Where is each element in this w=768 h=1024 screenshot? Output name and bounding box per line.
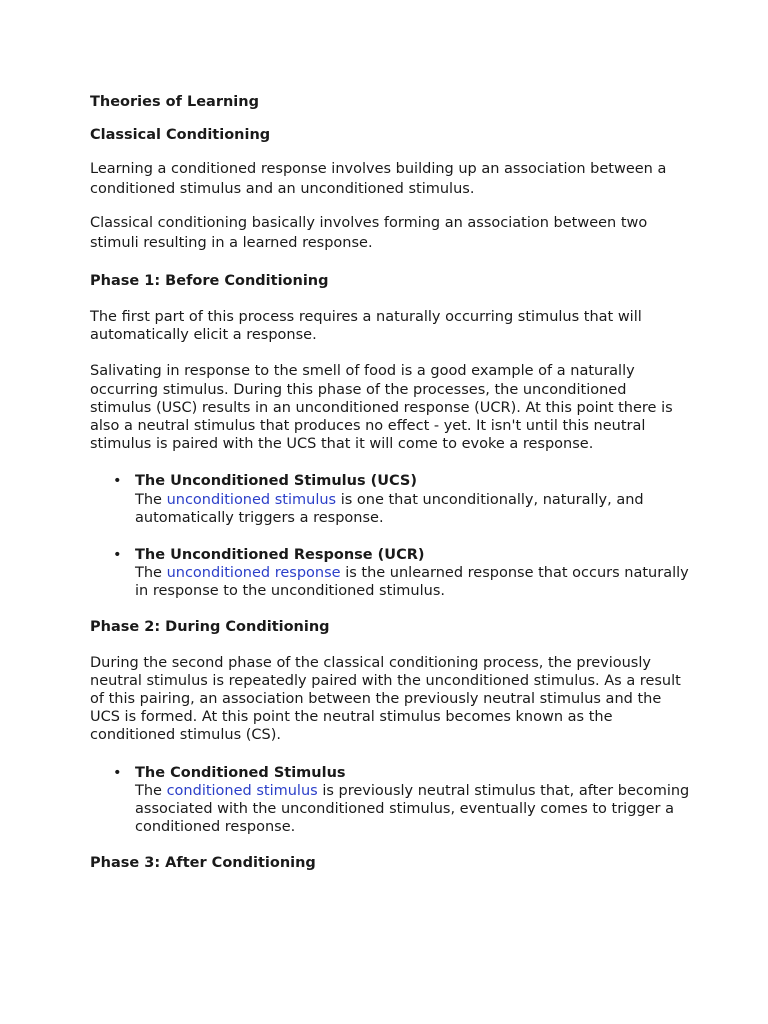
list-item-description: [135, 491, 690, 527]
phase2-list: [90, 764, 690, 837]
unconditioned-response-link[interactable]: unconditioned response: [166, 565, 341, 582]
intro-paragraph: Classical conditioning basically involves forming an association between two stimuli resulting in a learned response.: [90, 215, 648, 251]
document-body: [90, 92, 690, 873]
intro-paragraph: Learning a conditioned response involves building up an association between a conditioned stimulus and an unconditioned stimulus.: [90, 161, 667, 197]
desc-prefix: The: [135, 491, 167, 508]
phase2-paragraph: During the second phase of the classical conditioning process, the previously neutral stimulus is repeatedly paired with the unconditioned stimulus. As a result of this pairing, an association between the previously neutral stimulus and the UCS is formed. At this point the neutral stimulus becomes known as the conditioned stimulus (CS).: [90, 654, 681, 744]
bullet-icon: •: [113, 764, 122, 781]
unconditioned-stimulus-link[interactable]: unconditioned stimulus: [166, 491, 337, 508]
bullet-icon: •: [113, 473, 122, 490]
bullet-icon: •: [113, 547, 122, 564]
list-item-description: [135, 564, 690, 600]
list-item: [113, 472, 690, 527]
list-item: [113, 764, 690, 837]
list-item-term: The Unconditioned Response (UCR): [135, 547, 425, 564]
list-item-term: The Unconditioned Stimulus (UCS): [135, 473, 417, 490]
desc-suffix: is one that unconditionally, naturally, and automatically triggers a response.: [135, 491, 644, 526]
phase1-paragraph: The first part of this process requires a naturally occurring stimulus that will automatically elicit a response.: [90, 309, 642, 344]
desc-prefix: The: [135, 565, 167, 582]
section-heading: Classical Conditioning: [90, 127, 271, 143]
phase2-heading: Phase 2: During Conditioning: [90, 618, 330, 635]
list-item-term: The Conditioned Stimulus: [135, 764, 346, 781]
list-item: [113, 546, 690, 601]
conditioned-stimulus-link[interactable]: conditioned stimulus: [166, 782, 318, 799]
desc-prefix: The: [135, 782, 167, 799]
document-title: Theories of Learning: [90, 94, 259, 110]
list-item-description: [135, 782, 690, 837]
phase1-paragraph: Salivating in response to the smell of food is a good example of a naturally occurring stimulus. During this phase of the processes, the unconditioned stimulus (USC) results in an unconditioned response (UCR). At this point there is also a neutral stimulus that produces no effect - yet. It isn't until this neutral stimulus is paired with the UCS that it will come to evoke a response.: [90, 363, 673, 453]
desc-suffix: is previously neutral stimulus that, after becoming associated with the unconditioned stimulus, eventually comes to trigger a conditioned response.: [135, 782, 690, 836]
desc-suffix: is the unlearned response that occurs naturally in response to the unconditioned stimulus.: [135, 565, 689, 600]
phase1-heading: Phase 1: Before Conditioning: [90, 273, 329, 289]
phase1-list: [90, 472, 690, 600]
phase3-heading: Phase 3: After Conditioning: [90, 855, 316, 872]
